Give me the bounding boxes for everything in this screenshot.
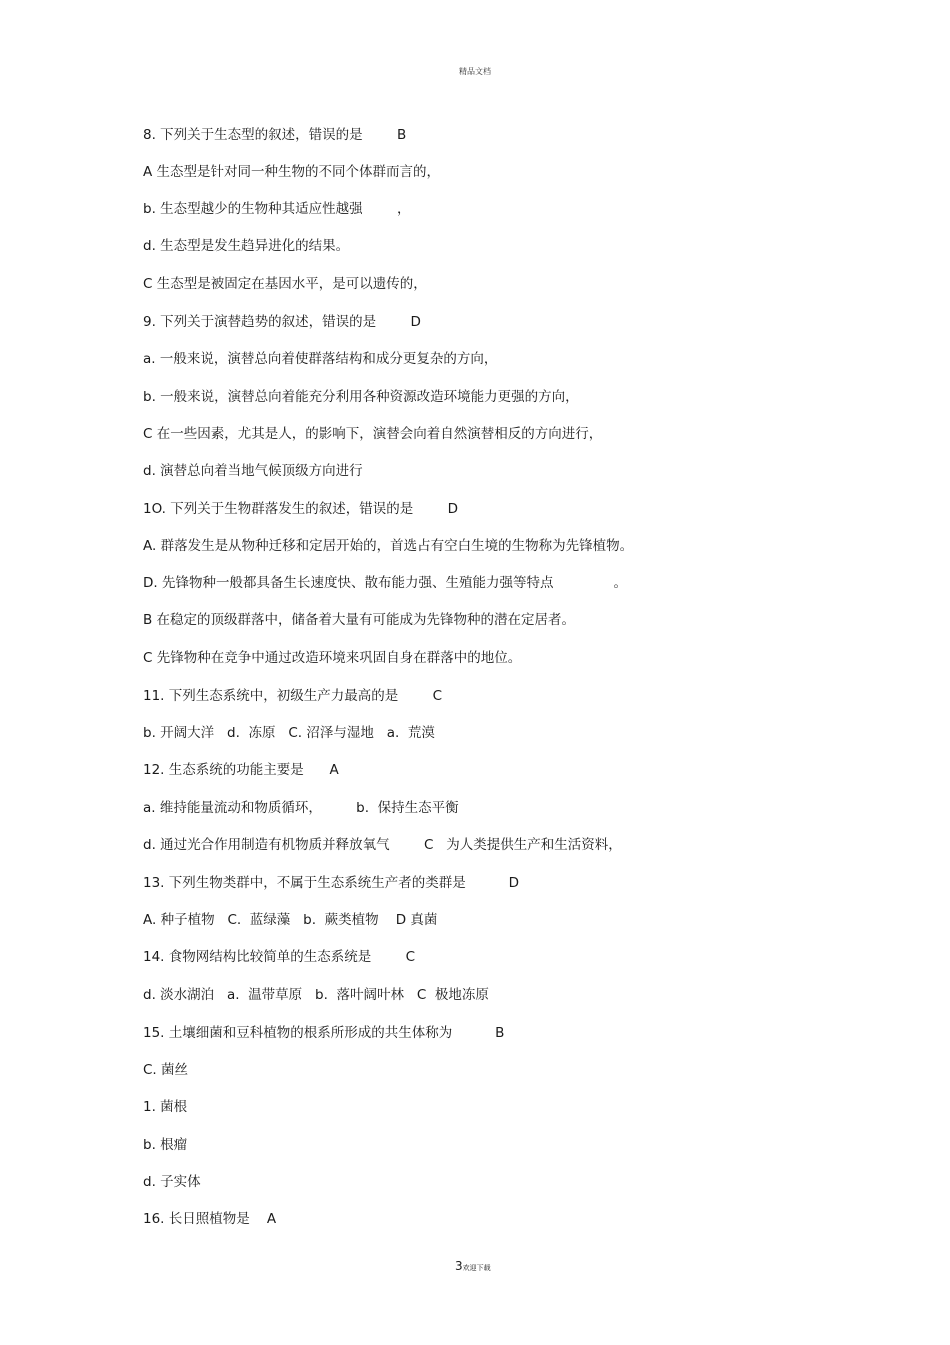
page-footer (455, 1259, 491, 1273)
option-line: A. 群落发生是从物种迁移和定居开始的，首选占有空白生境的生物称为先锋植物。 (143, 538, 634, 554)
option-line: A. 种子植物 C. 蓝绿藻 b. 蕨类植物 D 真菌 (143, 912, 438, 928)
option-line: d. 子实体 (143, 1174, 201, 1190)
option-line: b. 生态型越少的生物种其适应性越强 ， (143, 201, 411, 217)
option-line: d. 通过光合作用制造有机物质并释放氧气 C 为人类提供生产和生活资料， (143, 837, 622, 853)
question-10: 1O. 下列关于生物群落发生的叙述，错误的是 D (143, 501, 458, 517)
question-16: 16. 长日照植物是 A (143, 1211, 277, 1227)
question-12: 12. 生态系统的功能主要是 A (143, 762, 339, 778)
option-line: C. 菌丝 (143, 1062, 189, 1078)
option-line: C 先锋物种在竞争中通过改造环境来巩固自身在群落中的地位。 (143, 650, 522, 666)
option-line: d. 淡水湖泊 a. 温带草原 b. 落叶阔叶林 C 极地冻原 (143, 987, 489, 1003)
question-15: 15. 土壤细菌和豆科植物的根系所形成的共生体称为 B (143, 1025, 505, 1041)
option-line: b. 根瘤 (143, 1137, 188, 1153)
option-line: a. 维持能量流动和物质循环， b. 保持生态平衡 (143, 800, 459, 816)
question-13: 13. 下列生物类群中，不属于生态系统生产者的类群是 D (143, 875, 520, 891)
option-line: C 在一些因素，尤其是人，的影响下，演替会向着自然演替相反的方向进行， (143, 426, 603, 442)
option-line: d. 演替总向着当地气候顶级方向进行 (143, 463, 363, 479)
question-8: 8. 下列关于生态型的叙述，错误的是 B (143, 127, 407, 143)
option-line: 1. 菌根 (143, 1099, 188, 1115)
option-line: A 生态型是针对同一种生物的不同个体群而言的， (143, 164, 441, 180)
option-line: b. 开阔大洋 d. 冻原 C. 沼泽与湿地 a. 荒漠 (143, 725, 435, 741)
option-line: D. 先锋物种一般都具备生长速度快、散布能力强、生殖能力强等特点 。 (143, 575, 628, 591)
question-14: 14. 食物网结构比较简单的生态系统是 C (143, 949, 416, 965)
option-line: B 在稳定的顶级群落中，储备着大量有可能成为先锋物种的潜在定居者。 (143, 612, 576, 628)
option-line: d. 生态型是发生趋异进化的结果。 (143, 238, 350, 254)
footer-text: 欢迎下载 (462, 1264, 491, 1272)
option-line: C 生态型是被固定在基因水平，是可以遗传的， (143, 276, 427, 292)
page-number: 3 (455, 1259, 463, 1273)
option-line: b. 一般来说，演替总向着能充分利用各种资源改造环境能力更强的方向， (143, 389, 579, 405)
option-line: a. 一般来说，演替总向着使群落结构和成分更复杂的方向， (143, 351, 498, 367)
question-9: 9. 下列关于演替趋势的叙述，错误的是 D (143, 314, 421, 330)
page-header: 精品文档 (459, 67, 491, 76)
question-11: 11. 下列生态系统中，初级生产力最高的是 C (143, 688, 443, 704)
